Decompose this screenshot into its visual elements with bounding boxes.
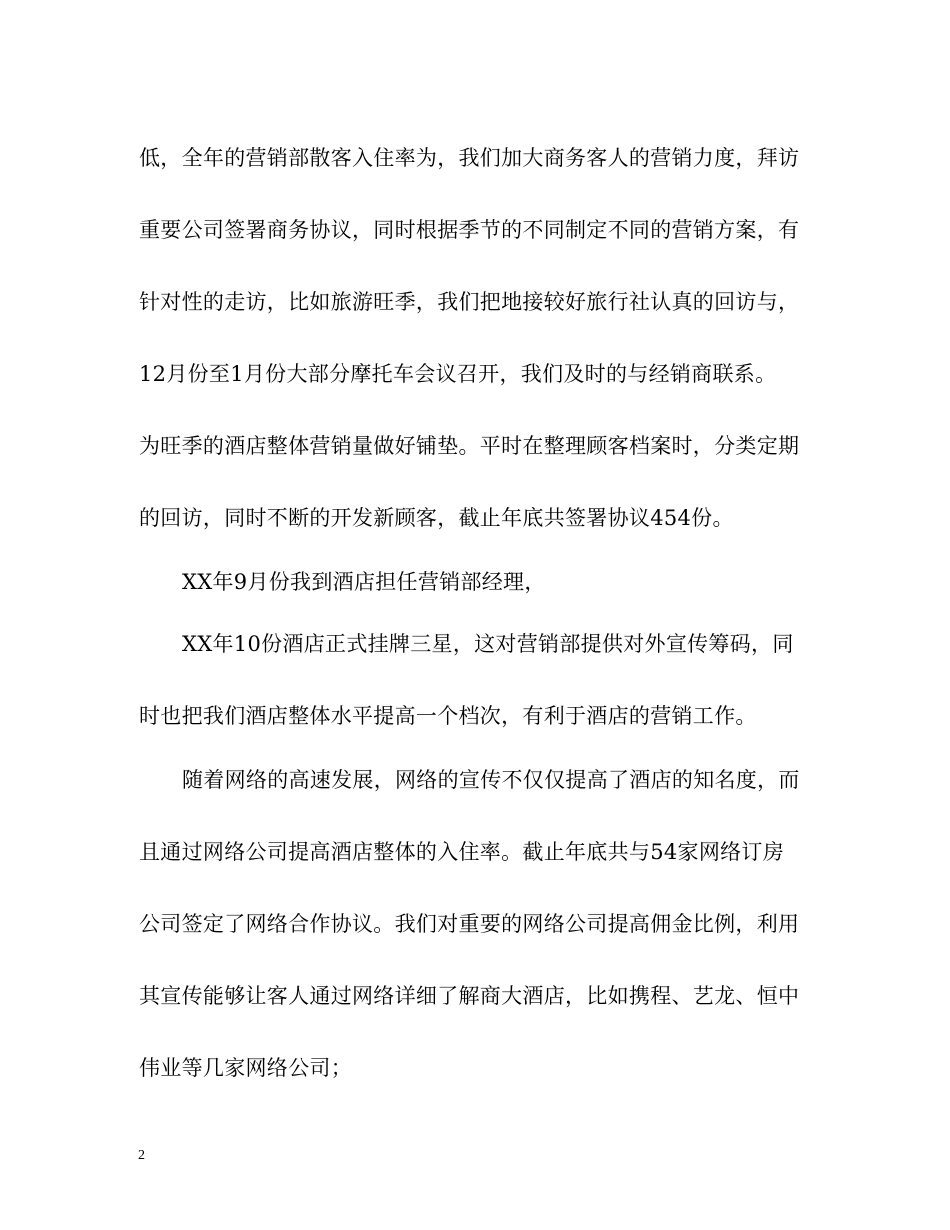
paragraph-first-line: XX年9月份我到酒店担任营销部经理， xyxy=(182,570,546,594)
text-line: 其宣传能够让客人通过网络详细了解商大酒店，比如携程、艺龙、恒中 xyxy=(139,984,800,1008)
text-line: 伟业等几家网络公司； xyxy=(139,1056,352,1080)
text-line: 的回访，同时不断的开发新顾客，截止年底共签署协议454份。 xyxy=(139,506,734,530)
text-line: 针对性的走访，比如旅游旺季，我们把地接较好旅行社认真的回访与， xyxy=(139,290,800,314)
text-line: 重要公司签署商务协议，同时根据季节的不同制定不同的营销方案，有 xyxy=(139,218,800,242)
text-line: 12月份至1月份大部分摩托车会议召开，我们及时的与经销商联系。 xyxy=(139,362,777,386)
text-line: 公司签定了网络合作协议。我们对重要的网络公司提高佣金比例，利用 xyxy=(139,912,800,936)
paragraph-first-line: 随着网络的高速发展，网络的宣传不仅仅提高了酒店的知名度，而 xyxy=(182,768,800,792)
text-line: 低，全年的营销部散客入住率为，我们加大商务客人的营销力度，拜访 xyxy=(139,146,800,170)
text-line: 时也把我们酒店整体水平提高一个档次，有利于酒店的营销工作。 xyxy=(139,704,757,728)
paragraph-first-line: XX年10份酒店正式挂牌三星，这对营销部提供对外宣传筹码，同 xyxy=(182,632,794,656)
text-line: 且通过网络公司提高酒店整体的入住率。截止年底共与54家网络订房 xyxy=(139,840,785,864)
page-number: 2 xyxy=(138,1148,145,1163)
text-line: 为旺季的酒店整体营销量做好铺垫。平时在整理顾客档案时，分类定期 xyxy=(139,434,800,458)
